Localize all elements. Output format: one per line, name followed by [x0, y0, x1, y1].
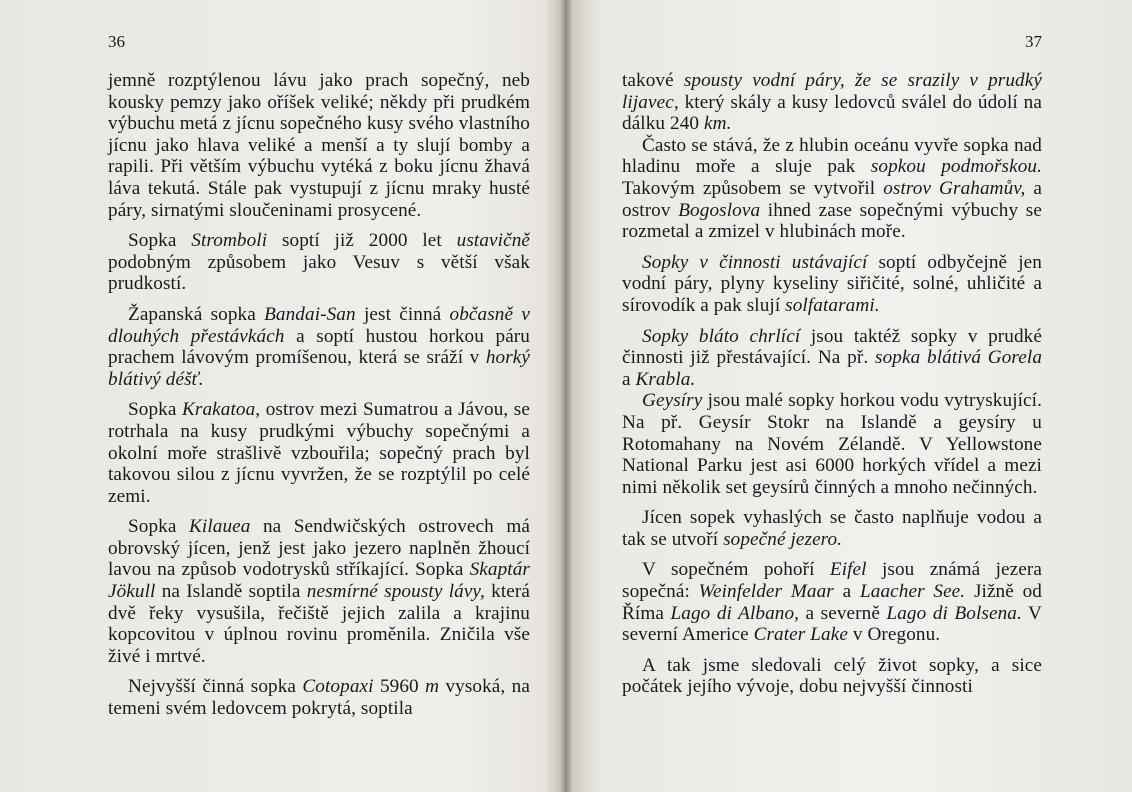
paragraph: A tak jsme sledovali celý život sopky, a sice počátek jejího vývoje, dobu nejvyšší činnosti: [622, 654, 1042, 698]
right-page: [572, 0, 1132, 792]
paragraph: Nejvyšší činná sopka Cotopaxi 5960 m vysoká, na temeni svém ledovcem pokrytá, soptila: [108, 676, 530, 720]
paragraph: Sopka Stromboli soptí již 2000 let ustavičně podobným způsobem jako Vesuv s větší však prudkostí.: [108, 230, 530, 295]
paragraph: jemně rozptýlenou lávu jako prach sopečný, neb kousky pemzy jako oříšek veliké; někdy při prudkém výbuchu metá z jícnu sopečného kusy svého vlastního jícnu jako hlava veliké a menší a ty slují bomby a rapili. Při větším výbuchu vytéká z boku jícnu žhavá láva tekutá. Stále pak vystupují z jícnu mraky husté páry, sirnatými sloučeninami prosycené.: [108, 70, 530, 221]
right-body: [622, 70, 1042, 698]
page-number-left: 36: [108, 32, 125, 51]
page-number-right: 37: [1025, 32, 1042, 51]
paragraph: Často se stává, že z hlubin oceánu vyvře sopka nad hladinu moře a sluje pak sopkou podmořskou. Takovým způsobem se vytvořil ostrov Grahamův, a ostrov Bogoslova ihned zase sopečnými výbuchy se rozmetal a zmizel v hlubinách moře.: [622, 134, 1043, 243]
paragraph: Jícen sopek vyhaslých se často naplňuje vodou a tak se utvoří sopečné jezero.: [622, 507, 1042, 550]
paragraph: V sopečném pohoří Eifel jsou známá jezera sopečná: Weinfelder Maar a Laacher See. Jižně od Říma Lago di Albano, a severně Lago di Bolsena. V severní Americe Crater Lake v Oregonu.: [622, 559, 1042, 646]
paragraph: Sopky bláto chrlící jsou taktéž sopky v prudké činnosti již přestávající. Na př. sopka blátivá Gorela a Krabla.: [622, 325, 1043, 390]
paragraph: Sopka Kilauea na Sendwičských ostrovech má obrovský jícen, jenž jest jako jezero naplněn žhoucí lavou na způsob vodotrysků stříkající. Sopka Skaptár Jökull na Islandě soptila nesmírné spousty lávy, která dvě řeky vysušila, řečiště jejich zalila a krajinu kopcovitou v úplnou rovinu proměnila. Zničila vše živé i mrtvé.: [108, 516, 530, 667]
paragraph: Geysíry jsou malé sopky horkou vodu vytryskující. Na př. Geysír Stokr na Islandě a geysíry u Rotomahany na Novém Zélandě. V Yellowstone National Parku jest asi 6000 horkých vřídel a mezi nimi několik set geysírů činných a mnoho nečinných.: [622, 390, 1042, 498]
paragraph: Žapanská sopka Bandai-San jest činná občasně v dlouhých přestávkách a soptí hustou horkou páru prachem lávovým promíšenou, která se sráží v horký blátivý déšť.: [108, 303, 530, 390]
paragraph: Sopky v činnosti ustávající soptí odbyčejně jen vodní páry, plyny kyseliny siřičité, solné, uhličité a sírovodík a pak slují solfatarami.: [622, 251, 1042, 316]
left-page: [0, 0, 560, 792]
paragraph: takové spousty vodní páry, že se srazily v prudký lijavec, který skály a kusy ledovců sválel do údolí na dálku 240 km.: [622, 70, 1042, 135]
paragraph: Sopka Krakatoa, ostrov mezi Sumatrou a Jávou, se rotrhala na kusy prudkými výbuchy sopečnými a okolní moře strašlivě vzbouřila; sopečný prach byl takovou silou z jícnu vyvržen, že se rozptýlil po celé zemi.: [108, 399, 530, 507]
left-body: [108, 70, 530, 720]
